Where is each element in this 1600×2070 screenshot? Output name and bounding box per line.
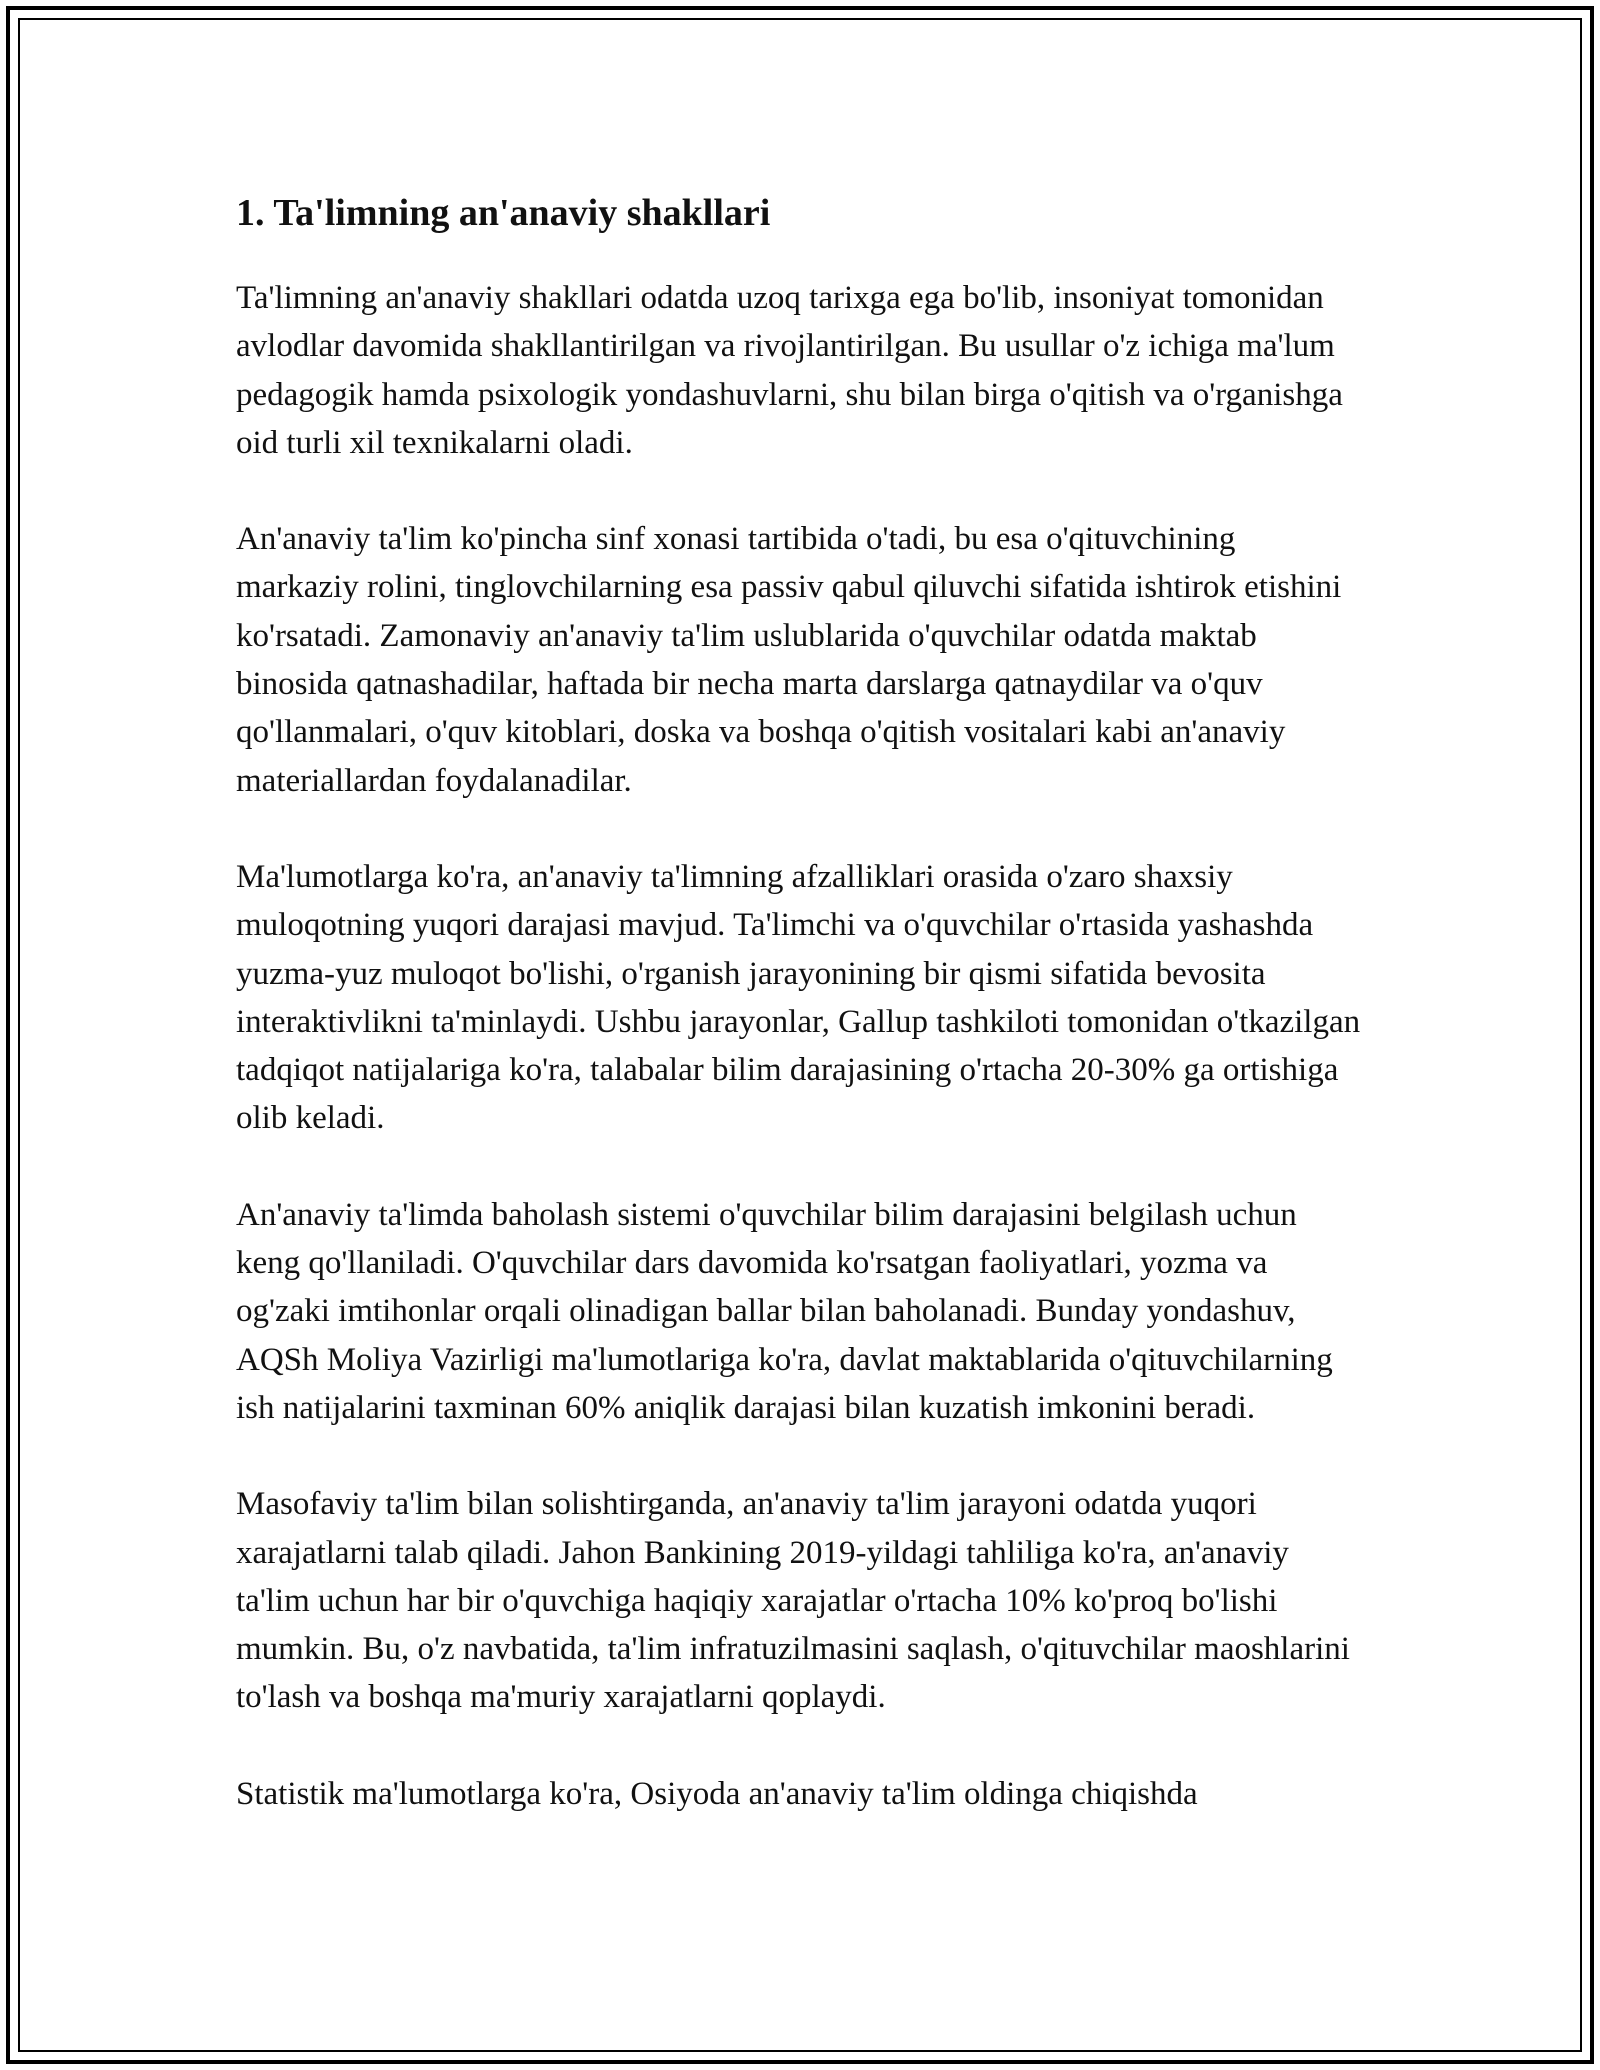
paragraph-4: An'anaviy ta'limda baholash sistemi o'quvchilar bilim darajasini belgilash uchun keng qo'llaniladi. O'quvchilar dars davomida ko'rsatgan faoliyatlari, yozma va og'zaki imtihonlar orqali olinadigan ballar bilan baholanadi. Bunday yondashuv, AQSh Moliya Vazirligi ma'lumotlariga ko'ra, davlat maktablarida o'qituvchilarning ish natijalarini taxminan 60% aniqlik darajasi bilan kuzatish imkonini beradi. — [236, 1196, 1333, 1426]
paragraph-5: Masofaviy ta'lim bilan solishtirganda, an'anaviy ta'lim jarayoni odatda yuqori xarajatlarni talab qiladi. Jahon Bankining 2019-yildagi tahliliga ko'ra, an'anaviy ta'lim uchun har bir o'quvchiga haqiqiy xarajatlar o'rtacha 10% ko'proq bo'lishi mumkin. Bu, o'z navbatida, ta'lim infratuzilmasini saqlash, o'qituvchilar maoshlarini to'lash va boshqa ma'muriy xarajatlarni qoplaydi. — [236, 1486, 1350, 1716]
paragraph-6: Statistik ma'lumotlarga ko'ra, Osiyoda an'anaviy ta'lim oldinga chiqishda — [236, 1775, 1198, 1812]
paragraph-2: An'anaviy ta'lim ko'pincha sinf xonasi tartibida o'tadi, bu esa o'qituvchining markaziy rolini, tinglovchilarning esa passiv qabul qiluvchi sifatida ishtirok etishini ko'rsatadi. Zamonaviy an'anaviy ta'lim uslublarida o'quvchilar odatda maktab binosida qatnashadilar, haftada bir necha marta darslarga qatnaydilar va o'quv qo'llanmalari, o'quv kitoblari, doska va boshqa o'qitish vositalari kabi an'anaviy materiallardan foydalanadilar. — [236, 521, 1342, 799]
paragraph-3: Ma'lumotlarga ko'ra, an'anaviy ta'limning afzalliklari orasida o'zaro shaxsiy muloqotning yuqori darajasi mavjud. Ta'limchi va o'quvchilar o'rtasida yashashda yuzma-yuz muloqot bo'lishi, o'rganish jarayonining bir qismi sifatida bevosita interaktivlikni ta'minlaydi. Ushbu jarayonlar, Gallup tashkiloti tomonidan o'tkazilgan tadqiqot natijalariga ko'ra, talabalar bilim darajasining o'rtacha 20-30% ga ortishiga olib keladi. — [236, 858, 1361, 1137]
document-body — [236, 186, 1366, 1866]
paragraph-1: Ta'limning an'anaviy shakllari odatda uzoq tarixga ega bo'lib, insoniyat tomonidan avlodlar davomida shakllantirilgan va rivojlantirilgan. Bu usullar o'z ichiga ma'lum pedagogik hamda psixologik yondashuvlarni, shu bilan birga o'qitish va o'rganishga oid turli xil texnikalarni oladi. — [236, 280, 1343, 461]
section-title: 1. Ta'limning an'anaviy shakllari — [236, 192, 771, 234]
